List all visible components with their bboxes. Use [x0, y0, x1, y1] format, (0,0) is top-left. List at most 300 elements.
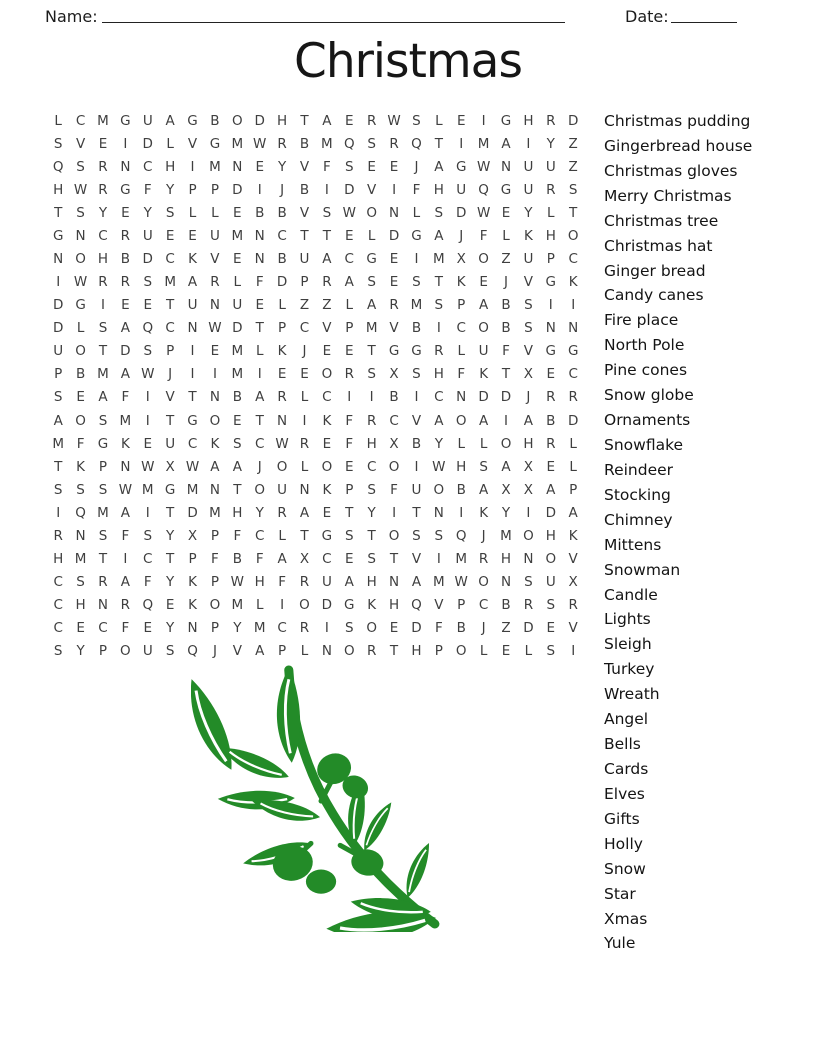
grid-letter: R: [120, 597, 131, 614]
grid-letter: L: [569, 435, 577, 452]
word-list-item: Angel: [604, 710, 649, 729]
grid-letter: O: [567, 227, 579, 244]
grid-letter: S: [412, 112, 421, 129]
grid-letter: D: [142, 251, 153, 267]
grid-letter: V: [568, 620, 578, 637]
grid-letter: F: [211, 551, 219, 568]
grid-letter: V: [434, 597, 444, 614]
grid-letter: I: [123, 551, 128, 568]
grid-letter: D: [142, 135, 153, 152]
grid-letter: C: [478, 597, 489, 614]
grid-letter: R: [120, 274, 131, 291]
grid-letter: B: [411, 435, 422, 452]
grid-letter: B: [546, 412, 556, 429]
grid-letter: R: [389, 135, 399, 152]
grid-letter: M: [455, 551, 468, 568]
word-list-item: Gingerbread house: [604, 136, 753, 155]
grid-letter: R: [389, 297, 399, 314]
grid-letter: G: [411, 227, 422, 244]
grid-letter: E: [367, 158, 376, 175]
grid-letter: I: [459, 504, 464, 521]
grid-letter: P: [166, 343, 175, 360]
word-list-item: Yule: [604, 934, 636, 953]
grid-letter: X: [389, 435, 399, 452]
grid-letter: H: [97, 251, 109, 267]
grid-letter: E: [546, 458, 556, 475]
grid-letter: G: [52, 227, 64, 244]
grid-letter: P: [188, 181, 197, 198]
grid-letter: U: [523, 158, 534, 175]
grid-letter: T: [166, 297, 175, 314]
grid-letter: R: [98, 574, 108, 591]
grid-letter: O: [321, 366, 333, 383]
grid-letter: H: [433, 366, 444, 383]
grid-letter: S: [98, 412, 108, 429]
grid-letter: H: [53, 181, 64, 198]
grid-letter: H: [411, 643, 422, 660]
grid-letter: F: [502, 343, 510, 360]
grid-letter: N: [299, 481, 310, 498]
grid-letter: O: [232, 112, 243, 129]
grid-letter: G: [120, 112, 131, 129]
grid-letter: P: [210, 181, 219, 198]
grid-letter: N: [321, 643, 332, 660]
grid-letter: Y: [233, 620, 242, 637]
grid-letter: V: [232, 643, 242, 660]
grid-letter: E: [188, 227, 197, 244]
grid-letter: W: [476, 204, 491, 221]
grid-letter: I: [145, 412, 150, 429]
grid-letter: Q: [343, 135, 355, 152]
grid-letter: K: [568, 527, 578, 544]
grid-letter: S: [165, 643, 175, 660]
grid-letter: R: [53, 527, 63, 544]
grid-letter: T: [367, 343, 376, 360]
grid-letter: I: [436, 551, 441, 568]
grid-letter: B: [210, 112, 220, 129]
grid-letter: T: [54, 204, 63, 221]
grid-letter: I: [459, 135, 464, 152]
grid-letter: N: [187, 620, 198, 637]
grid-letter: S: [479, 458, 488, 475]
grid-letter: A: [546, 481, 556, 498]
grid-letter: E: [255, 297, 264, 314]
grid-letter: H: [545, 227, 556, 244]
word-list-item: Lights: [604, 610, 651, 629]
word-list-item: Mittens: [604, 535, 662, 554]
grid-letter: K: [367, 597, 377, 614]
grid-letter: U: [142, 643, 153, 660]
word-list-item: Star: [604, 884, 636, 903]
grid-letter: P: [300, 274, 309, 291]
grid-letter: U: [165, 435, 176, 452]
olive-branch-illustration: [191, 664, 443, 932]
grid-letter: T: [300, 112, 309, 129]
grid-letter: B: [456, 620, 466, 637]
grid-letter: M: [74, 551, 87, 568]
grid-letter: E: [76, 620, 85, 637]
grid-letter: F: [323, 158, 331, 175]
word-list-item: Snowman: [604, 560, 681, 579]
grid-letter: O: [75, 251, 86, 267]
grid-letter: E: [98, 135, 108, 152]
grid-letter: X: [523, 458, 534, 475]
grid-letter: K: [568, 274, 578, 291]
grid-letter: T: [166, 504, 175, 521]
grid-letter: T: [345, 504, 354, 521]
grid-letter: V: [367, 181, 377, 198]
grid-letter: D: [411, 620, 422, 637]
grid-letter: Z: [299, 297, 310, 314]
grid-letter: K: [523, 227, 533, 244]
grid-letter: K: [322, 481, 332, 498]
grid-letter: R: [299, 620, 310, 637]
word-list-item: Cards: [604, 759, 649, 778]
grid-letter: R: [120, 227, 131, 244]
grid-letter: U: [232, 297, 243, 314]
grid-letter: C: [98, 227, 108, 244]
grid-letter: N: [53, 251, 64, 267]
grid-letter: H: [254, 574, 265, 591]
grid-letter: S: [98, 320, 108, 337]
grid-letter: P: [210, 574, 219, 591]
grid-letter: E: [143, 435, 153, 452]
grid-letter: U: [411, 481, 422, 498]
grid-letter: E: [322, 343, 332, 360]
grid-letter: J: [302, 343, 307, 360]
grid-letter: A: [98, 389, 108, 406]
grid-letter: E: [210, 343, 220, 360]
grid-letter: L: [188, 204, 197, 221]
grid-letter: A: [478, 481, 489, 498]
grid-letter: E: [322, 435, 332, 452]
grid-letter: M: [231, 135, 244, 152]
grid-letter: W: [208, 320, 222, 337]
grid-letter: Y: [166, 181, 175, 198]
grid-letter: E: [76, 389, 85, 406]
grid-letter: M: [231, 227, 244, 244]
grid-letter: X: [456, 251, 466, 267]
grid-letter: P: [434, 643, 443, 660]
grid-letter: U: [142, 112, 153, 129]
grid-letter: E: [255, 158, 264, 175]
grid-letter: L: [76, 320, 85, 337]
grid-letter: M: [321, 135, 333, 152]
grid-letter: H: [523, 435, 534, 452]
word-list-item: Elves: [604, 784, 645, 803]
grid-letter: S: [344, 620, 354, 637]
grid-letter: A: [255, 643, 265, 660]
grid-letter: L: [524, 643, 533, 660]
grid-letter: N: [523, 551, 534, 568]
grid-letter: L: [300, 458, 309, 475]
grid-letter: T: [98, 551, 108, 568]
grid-letter: S: [98, 481, 108, 498]
grid-letter: N: [75, 227, 86, 244]
grid-letter: I: [369, 389, 374, 406]
grid-letter: I: [504, 412, 508, 429]
word-list: [604, 109, 809, 956]
grid-letter: A: [210, 458, 220, 475]
grid-letter: Y: [166, 527, 175, 544]
grid-letter: S: [524, 320, 533, 337]
grid-letter: B: [277, 204, 287, 221]
grid-letter: G: [321, 527, 333, 544]
grid-letter: S: [143, 343, 153, 360]
grid-letter: N: [433, 504, 444, 521]
grid-letter: E: [143, 297, 153, 314]
grid-letter: R: [299, 574, 310, 591]
grid-letter: A: [344, 574, 354, 591]
grid-letter: E: [345, 458, 354, 475]
word-list-item: Chimney: [604, 510, 673, 529]
grid-letter: U: [523, 251, 534, 267]
grid-letter: L: [547, 204, 555, 221]
grid-letter: E: [389, 251, 399, 267]
grid-letter: K: [188, 574, 197, 591]
grid-letter: C: [165, 320, 175, 337]
grid-letter: V: [187, 135, 198, 152]
grid-letter: R: [277, 504, 287, 521]
grid-letter: E: [165, 597, 175, 614]
grid-letter: L: [233, 274, 242, 291]
grid-letter: A: [322, 112, 332, 129]
grid-letter: S: [322, 204, 332, 221]
grid-letter: C: [456, 320, 466, 337]
grid-letter: G: [455, 158, 467, 175]
grid-letter: K: [277, 343, 287, 360]
date-fill-line: [671, 4, 737, 23]
grid-letter: S: [76, 481, 85, 498]
grid-letter: T: [166, 551, 175, 568]
grid-letter: O: [254, 481, 266, 498]
grid-letter: B: [501, 597, 511, 614]
grid-letter: A: [120, 574, 130, 591]
grid-letter: C: [366, 458, 377, 475]
grid-letter: R: [434, 343, 444, 360]
word-list-item: Snowflake: [604, 435, 684, 454]
grid-letter: V: [322, 320, 332, 337]
grid-letter: P: [546, 251, 555, 267]
grid-letter: S: [367, 366, 376, 383]
grid-letter: L: [211, 204, 219, 221]
grid-letter: S: [412, 274, 421, 291]
grid-letter: B: [120, 251, 130, 267]
grid-letter: X: [389, 366, 399, 383]
grid-letter: M: [477, 135, 490, 152]
grid-letter: S: [76, 204, 85, 221]
grid-letter: V: [210, 251, 220, 267]
grid-letter: M: [164, 274, 176, 291]
grid-letter: E: [233, 412, 242, 429]
grid-letter: C: [434, 389, 444, 406]
grid-letter: S: [524, 574, 533, 591]
grid-letter: A: [367, 297, 377, 314]
grid-letter: Q: [411, 597, 422, 614]
grid-letter: X: [187, 527, 198, 544]
grid-letter: R: [546, 181, 556, 198]
grid-letter: P: [345, 320, 354, 337]
grid-letter: F: [76, 435, 85, 452]
grid-letter: Y: [501, 504, 511, 521]
grid-letter: D: [52, 297, 64, 314]
grid-letter: B: [299, 181, 310, 198]
grid-letter: O: [209, 597, 221, 614]
word-list-item: Fire place: [604, 311, 679, 330]
grid-letter: R: [546, 435, 556, 452]
grid-letter: H: [232, 504, 243, 521]
grid-letter: M: [97, 366, 109, 383]
grid-letter: O: [366, 204, 377, 221]
grid-letter: C: [277, 620, 287, 637]
grid-letter: L: [166, 135, 174, 152]
grid-letter: L: [255, 343, 264, 360]
grid-letter: F: [143, 181, 152, 198]
grid-letter: E: [345, 551, 354, 568]
grid-letter: V: [389, 320, 399, 337]
grid-letter: B: [389, 389, 399, 406]
grid-letter: U: [545, 574, 556, 591]
grid-letter: X: [568, 574, 578, 591]
grid-letter: U: [277, 481, 288, 498]
word-list-item: Candle: [604, 585, 658, 604]
word-list-item: Christmas tree: [604, 211, 719, 230]
grid-letter: A: [322, 251, 332, 267]
grid-letter: A: [501, 458, 511, 475]
grid-letter: N: [209, 297, 220, 314]
grid-letter: U: [478, 343, 489, 360]
grid-letter: M: [231, 597, 244, 614]
grid-letter: F: [412, 181, 421, 198]
grid-letter: L: [502, 227, 510, 244]
grid-letter: I: [145, 389, 150, 406]
grid-letter: O: [545, 551, 557, 568]
grid-letter: F: [345, 435, 354, 452]
grid-letter: R: [523, 597, 534, 614]
grid-letter: L: [412, 204, 421, 221]
grid-letter: O: [343, 643, 355, 660]
grid-letter: M: [231, 366, 244, 383]
grid-letter: S: [233, 435, 242, 452]
grid-letter: D: [500, 389, 512, 406]
grid-letter: Y: [367, 504, 376, 521]
grid-letter: A: [478, 297, 489, 314]
grid-letter: I: [571, 297, 576, 314]
grid-letter: S: [165, 204, 175, 221]
grid-letter: U: [187, 297, 198, 314]
grid-letter: M: [97, 112, 109, 129]
grid-letter: S: [434, 297, 444, 314]
grid-letter: G: [187, 412, 198, 429]
word-list-item: Christmas hat: [604, 236, 713, 255]
grid-letter: U: [545, 158, 556, 175]
grid-letter: I: [212, 366, 217, 383]
grid-letter: I: [257, 181, 262, 198]
grid-letter: G: [545, 274, 557, 291]
grid-letter: I: [56, 274, 61, 291]
grid-letter: M: [97, 504, 109, 521]
grid-letter: V: [299, 204, 310, 221]
grid-letter: N: [120, 158, 131, 175]
grid-letter: N: [97, 597, 109, 614]
grid-letter: V: [165, 389, 175, 406]
grid-letter: X: [501, 481, 511, 498]
word-search-grid: [47, 109, 584, 663]
grid-letter: W: [185, 458, 200, 475]
grid-letter: A: [299, 504, 310, 521]
grid-letter: D: [232, 181, 243, 198]
grid-letter: D: [523, 620, 534, 637]
grid-letter: Y: [524, 204, 533, 221]
grid-letter: M: [500, 527, 512, 544]
grid-letter: S: [546, 643, 556, 660]
grid-letter: W: [141, 458, 155, 475]
grid-letter: I: [571, 643, 576, 660]
grid-letter: F: [345, 412, 354, 429]
grid-letter: E: [121, 297, 130, 314]
grid-letter: F: [434, 620, 443, 637]
grid-letter: Y: [166, 574, 175, 591]
grid-letter: L: [300, 389, 309, 406]
grid-letter: S: [367, 481, 376, 498]
grid-letter: T: [54, 458, 63, 475]
grid-letter: U: [456, 181, 467, 198]
grid-letter: F: [121, 527, 130, 544]
grid-letter: E: [546, 366, 556, 383]
grid-letter: L: [300, 643, 309, 660]
grid-letter: W: [454, 574, 468, 591]
grid-letter: G: [500, 112, 512, 129]
grid-letter: W: [73, 274, 88, 291]
grid-letter: N: [389, 574, 400, 591]
grid-letter: I: [280, 597, 285, 614]
grid-letter: O: [478, 251, 489, 267]
grid-letter: B: [299, 135, 310, 152]
grid-letter: Y: [255, 504, 264, 521]
grid-letter: C: [568, 251, 578, 267]
grid-letter: O: [75, 343, 86, 360]
grid-letter: X: [165, 458, 175, 475]
grid-letter: D: [344, 181, 355, 198]
grid-letter: I: [190, 158, 195, 175]
grid-letter: I: [190, 366, 195, 383]
word-list-item: Candy canes: [604, 286, 704, 305]
grid-letter: R: [98, 158, 108, 175]
grid-letter: T: [98, 343, 108, 360]
grid-letter: P: [210, 527, 219, 544]
grid-letter: Y: [166, 620, 175, 637]
grid-letter: N: [456, 389, 467, 406]
grid-letter: Y: [143, 204, 152, 221]
grid-letter: F: [143, 574, 152, 591]
grid-letter: W: [476, 158, 491, 175]
grid-letter: W: [73, 181, 88, 198]
grid-letter: O: [455, 643, 467, 660]
word-list-item: North Pole: [604, 336, 685, 355]
grid-letter: Q: [455, 527, 467, 544]
grid-letter: M: [209, 158, 221, 175]
grid-letter: A: [478, 412, 489, 429]
grid-letter: Q: [52, 158, 64, 175]
grid-letter: O: [388, 458, 400, 475]
grid-letter: H: [500, 551, 512, 568]
grid-letter: E: [300, 366, 309, 383]
grid-letter: K: [188, 251, 197, 267]
grid-letter: F: [457, 366, 466, 383]
word-list-item: Ginger bread: [604, 261, 706, 280]
date-label: Date:: [625, 7, 669, 26]
grid-letter: T: [501, 366, 511, 383]
